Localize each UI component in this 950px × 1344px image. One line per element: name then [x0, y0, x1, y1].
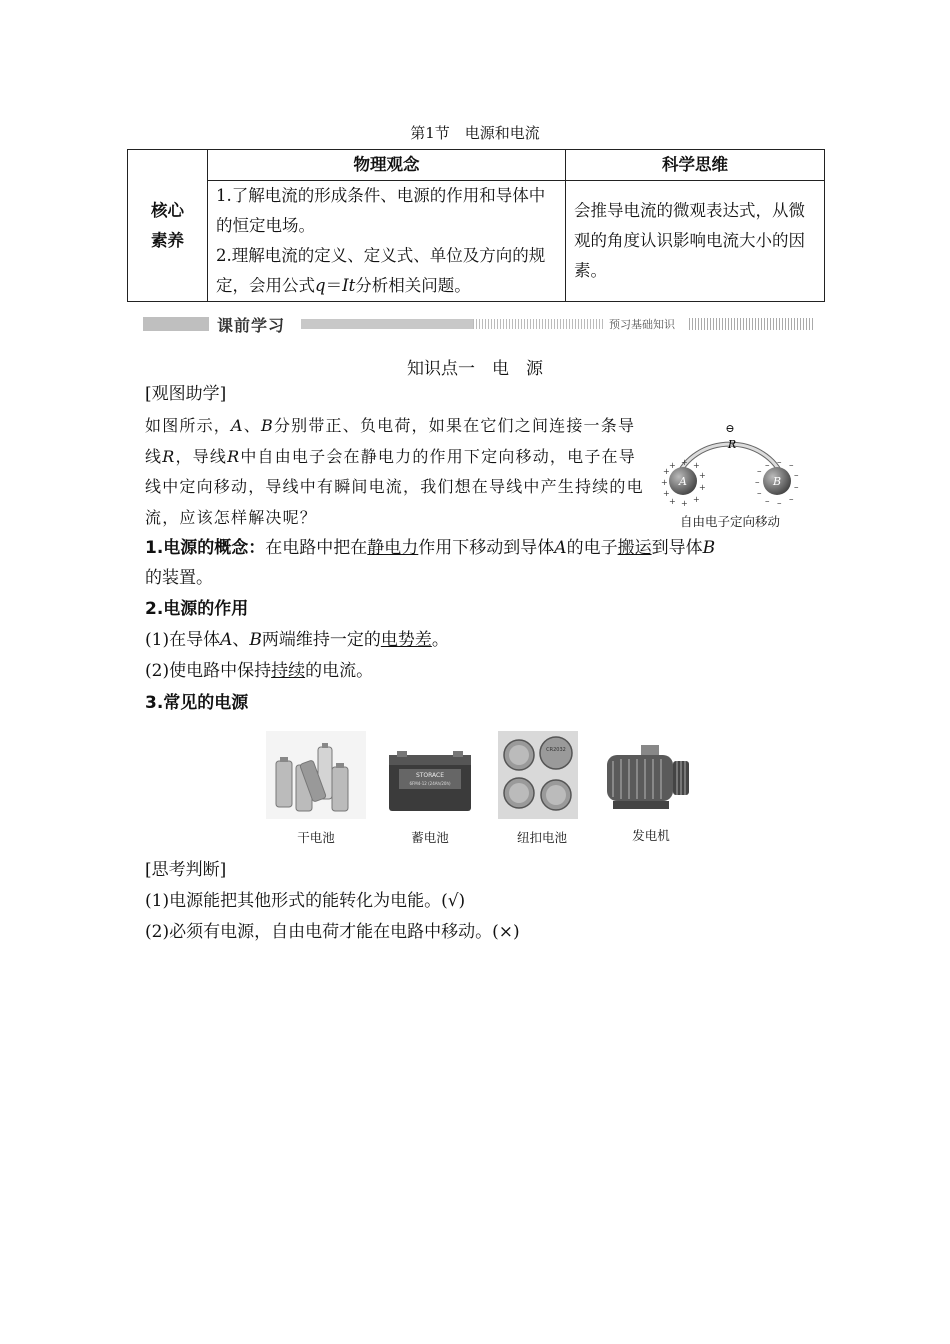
rowhead-line2: 素养 — [151, 230, 184, 250]
page-title: 第1节 电源和电流 — [410, 124, 540, 142]
dry-cell-photo — [266, 731, 366, 819]
svg-text:–: – — [794, 471, 799, 481]
core-literacy-header — [128, 150, 208, 302]
svg-text:+: + — [699, 483, 706, 492]
banner-stripes — [473, 319, 603, 329]
col-physics-concept: 物理观念 — [208, 150, 566, 181]
sphere-a-label: A — [679, 475, 687, 488]
svg-text:+: + — [681, 499, 688, 508]
blank-potential-difference: 电势差 — [380, 630, 432, 650]
spheres-diagram — [655, 418, 805, 508]
judge-item-1: (1)电源能把其他形式的能转化为电能。(√) — [145, 891, 466, 911]
col-science-thinking: 科学思维 — [566, 150, 825, 181]
coin-cell-text: CR2032 — [546, 747, 566, 753]
svg-text:–: – — [765, 497, 770, 507]
svg-text:–: – — [777, 499, 782, 508]
blank-electrostatic-force: 静电力 — [367, 538, 419, 558]
charged-spheres-figure — [655, 418, 805, 530]
observe-paragraph: 如图所示，A、B分别带正、负电荷，如果在它们之间连接一条导线R，导线R中自由电子会在静电力的作用下定向移动，电子在导线中定向移动，导线中有瞬间电流，我们想在导线中产生持续的电流，应该怎样解决呢？ — [145, 416, 644, 527]
svg-text:+: + — [681, 458, 688, 467]
caption-generator: 发电机 — [632, 828, 670, 843]
section-banner — [143, 314, 815, 334]
power-concept-line1: 1.电源的概念：在电路中把在静电力作用下移动到导体A的电子搬运到导体B — [145, 538, 716, 558]
common-heading: 3.常见的电源 — [145, 693, 249, 713]
figure-caption: 自由电子定向移动 — [679, 514, 780, 529]
svg-text:+: + — [693, 495, 700, 504]
physics-concept-cell — [208, 181, 566, 302]
svg-text:+: + — [669, 497, 676, 506]
blank-continuous: 持续 — [271, 661, 306, 681]
physics-item-2: 2.理解电流的定义、定义式、单位及方向的规定，会用公式q＝It分析相关问题。 — [216, 246, 546, 295]
wire-label: R — [727, 438, 737, 451]
svg-text:+: + — [693, 461, 700, 470]
banner-bar — [301, 319, 473, 329]
svg-text:–: – — [777, 458, 782, 468]
svg-text:–: – — [757, 489, 762, 499]
coin-cell-photo — [498, 731, 578, 819]
banner-bar — [143, 317, 209, 331]
caption-storage-battery: 蓄电池 — [411, 830, 449, 845]
banner-stripes — [689, 318, 815, 330]
caption-coin-cell: 纽扣电池 — [516, 830, 567, 845]
physics-item-1: 1.了解电流的形成条件、电源的作用和导体中的恒定电场。 — [216, 186, 546, 235]
svg-text:+: + — [699, 471, 706, 480]
observe-label: [观图助学] — [145, 384, 227, 404]
storage-battery-photo — [383, 731, 477, 819]
blank-carry: 搬运 — [617, 538, 652, 558]
svg-text:–: – — [757, 467, 762, 477]
electron-symbol: ⊖ — [725, 422, 735, 435]
svg-text:–: – — [755, 478, 760, 488]
battery-brand-text: STORACE — [415, 772, 445, 779]
judge-item-2: (2)必须有电源，自由电荷才能在电路中移动。(×) — [145, 922, 520, 942]
role-item-2: (2)使电路中保持持续的电流。 — [145, 661, 374, 681]
svg-text:+: + — [669, 461, 676, 470]
section-title: 知识点一 电 源 — [407, 359, 543, 379]
battery-model-text: 6FM4-12 (24Ah/20h) — [409, 781, 451, 786]
svg-text:–: – — [794, 483, 799, 493]
svg-text:+: + — [663, 489, 670, 498]
generator-photo — [597, 731, 697, 819]
power-concept-line2: 的装置。 — [145, 568, 213, 588]
caption-dry-cell: 干电池 — [297, 830, 335, 845]
svg-text:+: + — [661, 478, 668, 487]
banner-sublabel: 预习基础知识 — [609, 318, 675, 331]
svg-text:–: – — [789, 461, 794, 471]
science-thinking-cell: 会推导电流的微观表达式，从微观的角度认识影响电流大小的因素。 — [566, 181, 825, 302]
rowhead-line1: 核心 — [151, 200, 184, 220]
role-heading: 2.电源的作用 — [145, 599, 249, 619]
role-item-1: (1)在导体A、B两端维持一定的电势差。 — [145, 630, 449, 650]
svg-text:–: – — [765, 461, 770, 471]
svg-text:+: + — [663, 467, 670, 476]
judge-label: [思考判断] — [145, 860, 227, 880]
svg-text:–: – — [789, 495, 794, 505]
core-literacy-table — [127, 149, 825, 302]
banner-label: 课前学习 — [217, 316, 286, 335]
sphere-b-label: B — [772, 475, 782, 488]
